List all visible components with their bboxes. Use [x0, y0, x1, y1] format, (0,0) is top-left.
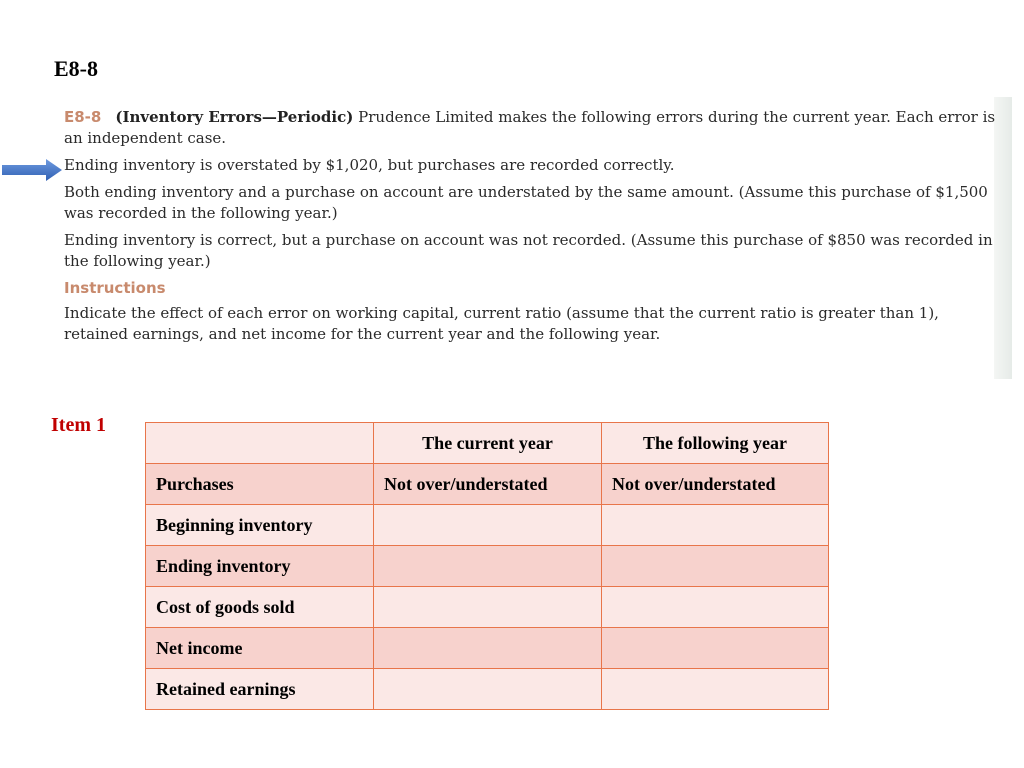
arrow-right-icon [2, 159, 62, 181]
row-label: Cost of goods sold [146, 587, 374, 628]
table-row [146, 546, 829, 587]
current-year-cell [374, 669, 602, 710]
slide-title: E8-8 [54, 56, 98, 81]
exercise-case-3: Ending inventory is correct, but a purchase on account was not recorded. (Assume this purchase of $850 was recorded in the following year.) [64, 231, 993, 270]
exercise-intro-text: Prudence Limited makes the following errors during the current year. Each error is an independent case. [64, 108, 996, 147]
table-header-row [146, 423, 829, 464]
following-year-cell [602, 669, 829, 710]
instructions-text: Indicate the effect of each error on working capital, current ratio (assume that the current ratio is greater than 1), retained earnings, and net income for the current year and the following year. [64, 304, 939, 343]
row-label: Purchases [146, 464, 374, 505]
table-row [146, 669, 829, 710]
exercise-intro [64, 107, 998, 149]
current-year-cell [374, 587, 602, 628]
row-label: Net income [146, 628, 374, 669]
header-following-year: The following year [602, 423, 829, 464]
table-row [146, 628, 829, 669]
item-label: Item 1 [51, 414, 106, 436]
following-year-cell [602, 628, 829, 669]
row-label: Retained earnings [146, 669, 374, 710]
following-year-cell [602, 546, 829, 587]
instructions-heading: Instructions [64, 279, 166, 297]
current-year-cell [374, 628, 602, 669]
following-year-cell [602, 505, 829, 546]
current-year-cell: Not over/understated [374, 464, 602, 505]
exercise-case-2: Both ending inventory and a purchase on account are understated by the same amount. (Assume this purchase of $1,500 was recorded in the following year.) [64, 183, 988, 222]
table-row [146, 505, 829, 546]
row-label: Beginning inventory [146, 505, 374, 546]
exercise-case-1: Ending inventory is overstated by $1,020, but purchases are recorded correctly. [64, 156, 675, 174]
current-year-cell [374, 505, 602, 546]
header-cell-blank [146, 423, 374, 464]
row-label: Ending inventory [146, 546, 374, 587]
exercise-heading: (Inventory Errors—Periodic) [115, 108, 354, 126]
following-year-cell: Not over/understated [602, 464, 829, 505]
current-year-cell [374, 546, 602, 587]
header-current-year: The current year [374, 423, 602, 464]
table-row [146, 587, 829, 628]
following-year-cell [602, 587, 829, 628]
exercise-excerpt [0, 97, 1012, 379]
exercise-id: E8-8 [64, 108, 102, 126]
error-effects-table [145, 422, 829, 710]
table-row [146, 464, 829, 505]
